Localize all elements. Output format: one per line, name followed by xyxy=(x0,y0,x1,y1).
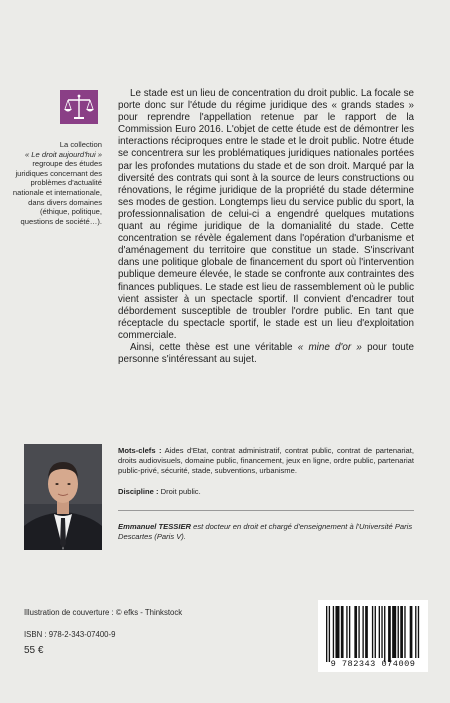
summary-p2-end: pour toute personne s'intéressant au sujet. xyxy=(118,341,414,366)
barcode-number: 9 782343 074009 xyxy=(330,659,416,669)
collection-description xyxy=(12,140,102,226)
barcode-bar xyxy=(392,606,396,658)
barcode-bar xyxy=(410,606,413,658)
barcode-bar xyxy=(326,606,327,662)
summary-paragraph-2 xyxy=(118,342,414,366)
barcode-bar xyxy=(333,606,334,658)
author-name: Emmanuel TESSIER xyxy=(118,522,192,531)
barcode-bar xyxy=(404,606,405,658)
barcode-bar xyxy=(375,606,376,658)
scales-icon xyxy=(60,90,98,124)
barcode-bar xyxy=(388,606,391,662)
barcode-bar xyxy=(418,606,419,658)
divider xyxy=(118,510,414,511)
collection-intro: La collection xyxy=(59,140,102,149)
summary-p2-start: Ainsi, cette thèse est une véritable xyxy=(130,341,298,353)
barcode-bar xyxy=(398,606,399,658)
barcode-bar xyxy=(358,606,359,658)
collection-text: regroupe des études juridiques concernant des problèmes d'actualité nationale et internationale, dans divers domaines (éthique, politique, questions de société…). xyxy=(12,159,102,226)
barcode-bar xyxy=(400,606,403,658)
summary-p2-emphasis: « mine d'or » xyxy=(297,341,362,353)
author-photo xyxy=(24,444,102,550)
barcode-bar xyxy=(372,606,373,658)
barcode-bar xyxy=(365,606,368,658)
keywords-text: Aides d'Etat, contrat administratif, contrat public, contrat de partenariat, droits audiovisuels, domaine public, financement, jeux en ligne, ordre public, partenariat public-privé, sécurité, stade, subventions, urbanisme. xyxy=(118,446,414,476)
author-bio-text: est docteur en droit et chargé d'enseignement à l'Université Paris Descartes (Paris V). xyxy=(118,522,413,542)
barcode-bar xyxy=(384,606,385,662)
barcode-bar xyxy=(349,606,350,658)
isbn: ISBN : 978-2-343-07400-9 xyxy=(24,630,116,639)
barcode-bar xyxy=(346,606,347,658)
barcode xyxy=(318,600,428,672)
barcode-bar xyxy=(381,606,382,658)
collection-series-title: « Le droit aujourd'hui » xyxy=(24,149,102,159)
barcode-bar xyxy=(329,606,330,662)
summary-paragraph-1: Le stade est un lieu de concentration du droit public. La focale se porte donc sur l'étude du régime juridique des « grands stades » pour reprendre l'appellation retenue par le rapport de la Commission Euro 2016. L'objet de cette étude est de démontrer les interactions réciproques entre le stade et le droit public. Notre étude se concentrera sur les problématiques juridiques nationales portées par les profondes mutations du stade et de son droit. Marqué par la diversité des contrats qui sont à la source de leurs constructions ou rénovations, le régime juridique de la propriété du stade détermine ses modes de gestion. Longtemps lieu du service public du sport, la professionnalisation de celui-ci a engendré quelques mutations quant au régime juridique de la domanialité du stade. Cette concentration se révèle également dans l'opération d'urbanisme et d'aménagement du territoire que constitue un stade. S'inscrivant dans une politique globale de financement du sport où l'intervention publique demeure élevée, le stade se confronte aux contraintes des finances publiques. Le stade est lieu de rassemblement où le public vient assister à un spectacle sportif. Il convient d'encadrer tout débordement susceptible de troubler l'ordre public. En tant que réceptacle du spectacle sportif, le stade est un lieu d'exploitation commerciale. xyxy=(118,88,414,341)
author-bio xyxy=(118,522,418,542)
barcode-bar xyxy=(379,606,380,658)
keywords xyxy=(118,446,414,477)
price: 55 € xyxy=(24,645,44,656)
book-summary xyxy=(118,88,414,366)
scales-of-justice-logo xyxy=(60,90,98,124)
barcode-bar xyxy=(341,606,344,658)
keywords-label: Mots-clefs : xyxy=(118,446,162,455)
barcode-bar xyxy=(362,606,363,658)
barcode-bar xyxy=(415,606,416,658)
keywords-block xyxy=(118,446,414,497)
barcode-bar xyxy=(354,606,357,658)
barcode-bar xyxy=(335,606,339,658)
cover-illustration-credit: Illustration de couverture : © efks - Thinkstock xyxy=(24,608,183,617)
discipline xyxy=(118,487,414,497)
discipline-text: Droit public. xyxy=(158,486,201,496)
discipline-label: Discipline : xyxy=(118,486,159,496)
